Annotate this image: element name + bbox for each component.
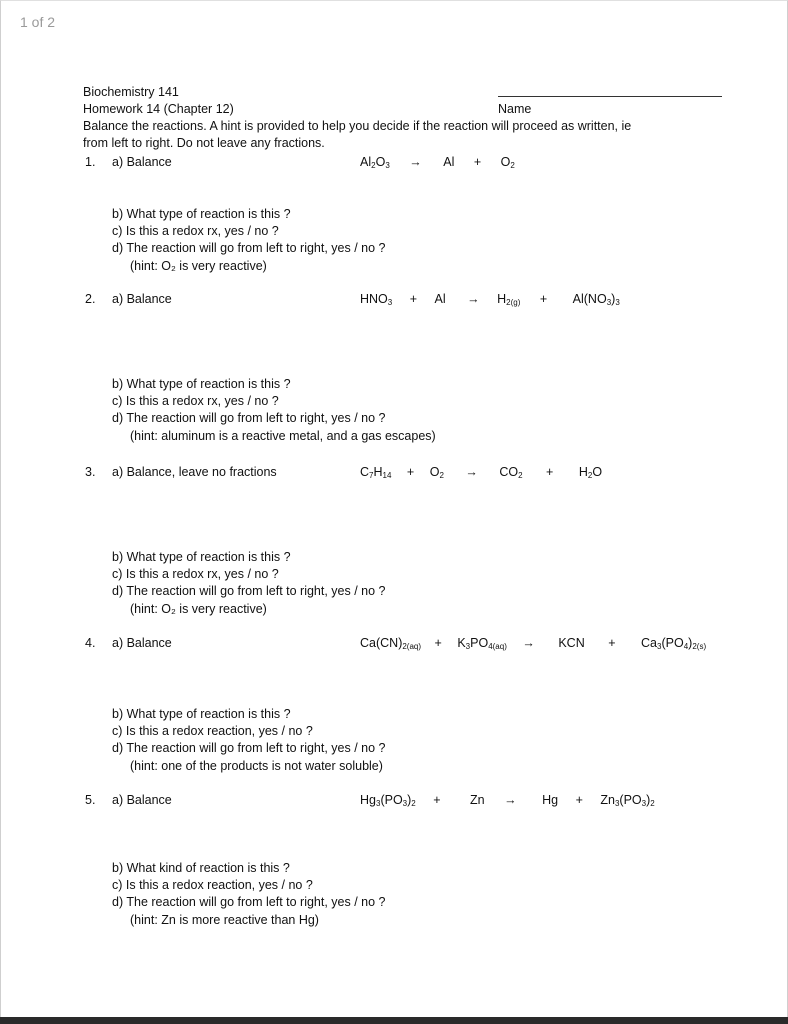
viewer-bottom-bar — [0, 1017, 788, 1024]
r5-plus-2: + — [575, 793, 583, 807]
problem-4-part-d: d) The reaction will go from left to right, yes / no ? — [112, 741, 386, 755]
r3-arrow: → — [465, 465, 478, 479]
r5-plus-1: + — [433, 793, 441, 807]
r4-plus-2: + — [608, 636, 616, 650]
r4-arrow: → — [522, 636, 535, 650]
r3-product-2: H2O — [578, 465, 603, 480]
r4-product-1: KCN — [558, 636, 585, 650]
r5-arrow: → — [504, 793, 517, 807]
name-blank-line — [498, 88, 722, 97]
reaction-4 — [360, 635, 706, 655]
problem-3-part-b: b) What type of reaction is this ? — [112, 550, 291, 564]
r2-plus-1: + — [409, 292, 418, 306]
problem-1-part-c: c) Is this a redox rx, yes / no ? — [112, 224, 279, 238]
problem-2-number: 2. — [85, 292, 96, 306]
r3-reactant-1: C7H14 — [360, 465, 392, 480]
problem-5-hint: (hint: Zn is more reactive than Hg) — [130, 913, 319, 927]
problem-4-part-a: a) Balance — [112, 636, 172, 650]
problem-4-number: 4. — [85, 636, 96, 650]
instructions-line-1: Balance the reactions. A hint is provided to help you decide if the reaction will proceed as written, ie — [83, 119, 632, 133]
problem-2-part-c: c) Is this a redox rx, yes / no ? — [112, 394, 279, 408]
r3-reactant-2: O2 — [429, 465, 444, 480]
r2-reactant-1: HNO3 — [360, 292, 393, 307]
r1-arrow: → — [409, 155, 422, 169]
course-title: Biochemistry 141 — [83, 85, 179, 99]
r4-product-2: Ca3(PO4)2(s) — [641, 636, 707, 651]
r2-reactant-2: Al — [434, 292, 446, 306]
problem-5-part-d: d) The reaction will go from left to right, yes / no ? — [112, 895, 386, 909]
r3-product-1: CO2 — [499, 465, 523, 480]
r1-product-2: O2 — [500, 155, 515, 170]
problem-5-part-b: b) What kind of reaction is this ? — [112, 861, 290, 875]
r5-product-1: Hg — [542, 793, 559, 807]
problem-5-number: 5. — [85, 793, 96, 807]
problem-1-part-b: b) What type of reaction is this ? — [112, 207, 291, 221]
r3-plus-1: + — [406, 465, 415, 479]
r3-plus-2: + — [546, 465, 554, 479]
name-label: Name — [498, 102, 532, 116]
problem-4-hint: (hint: one of the products is not water soluble) — [130, 759, 383, 773]
page-indicator: 1 of 2 — [20, 14, 56, 30]
problem-3-number: 3. — [85, 465, 96, 479]
problem-4-part-c: c) Is this a redox reaction, yes / no ? — [112, 724, 313, 738]
instructions-line-2: from left to right. Do not leave any fractions. — [83, 136, 325, 150]
r1-product-1: Al — [443, 155, 455, 169]
problem-1-number: 1. — [85, 155, 96, 169]
problem-1-part-a: a) Balance — [112, 155, 172, 169]
problem-5-part-a: a) Balance — [112, 793, 172, 807]
r1-reactant: Al2O3 — [360, 155, 390, 170]
r2-product-1: H2(g) — [497, 292, 521, 307]
problem-1-part-d: d) The reaction will go from left to right, yes / no ? — [112, 241, 386, 255]
problem-2-part-b: b) What type of reaction is this ? — [112, 377, 291, 391]
problem-3-hint: (hint: O₂ is very reactive) — [130, 602, 267, 616]
problem-3-part-a: a) Balance, leave no fractions — [112, 465, 277, 479]
r4-plus-1: + — [434, 636, 442, 650]
r4-reactant-2: K3PO4(aq) — [457, 636, 507, 651]
problem-3-part-d: d) The reaction will go from left to right, yes / no ? — [112, 584, 386, 598]
reaction-3 — [360, 464, 602, 484]
problem-2-part-a: a) Balance — [112, 292, 172, 306]
reaction-1 — [360, 154, 515, 174]
reaction-2 — [360, 291, 620, 311]
r5-product-2: Zn3(PO3)2 — [600, 793, 655, 808]
problem-2-hint: (hint: aluminum is a reactive metal, and a gas escapes) — [130, 429, 436, 443]
r2-product-2: Al(NO3)3 — [572, 292, 620, 307]
problem-4-part-b: b) What type of reaction is this ? — [112, 707, 291, 721]
r5-reactant-1: Hg3(PO3)2 — [360, 793, 416, 808]
reaction-5 — [360, 792, 655, 812]
problem-1-hint: (hint: O₂ is very reactive) — [130, 259, 267, 273]
r2-plus-2: + — [539, 292, 548, 306]
r2-arrow: → — [467, 292, 480, 306]
problem-2-part-d: d) The reaction will go from left to right, yes / no ? — [112, 411, 386, 425]
r1-plus: + — [473, 155, 482, 169]
homework-title: Homework 14 (Chapter 12) — [83, 102, 234, 116]
r4-reactant-1: Ca(CN)2(aq) — [360, 636, 422, 651]
problem-3-part-c: c) Is this a redox rx, yes / no ? — [112, 567, 279, 581]
r5-reactant-2: Zn — [470, 793, 485, 807]
problem-5-part-c: c) Is this a redox reaction, yes / no ? — [112, 878, 313, 892]
